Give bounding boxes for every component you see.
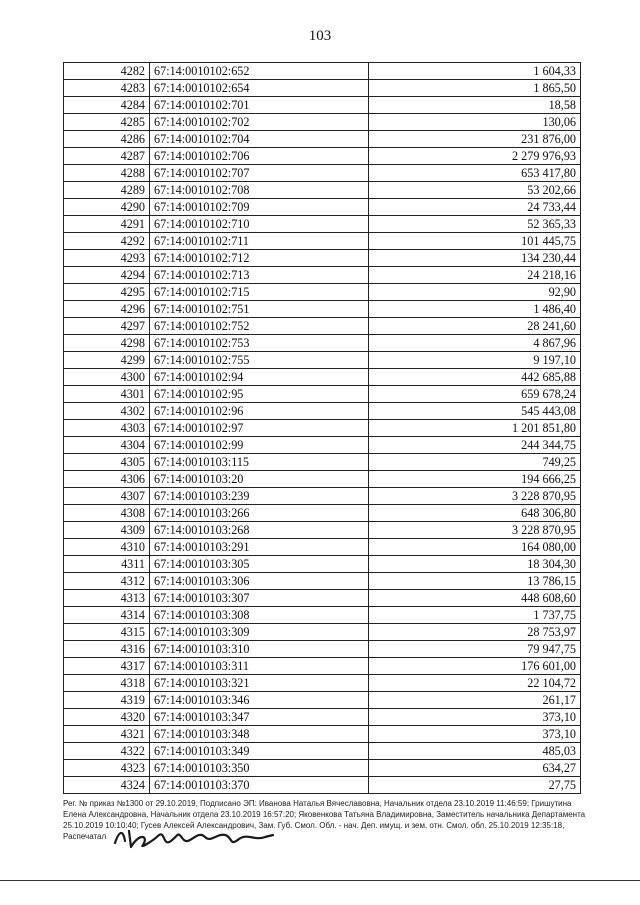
table-row	[64, 675, 581, 692]
cadastral-number: 67:14:0010103:350	[150, 760, 369, 777]
table-row	[64, 182, 581, 199]
row-number: 4321	[64, 726, 150, 743]
table-row	[64, 505, 581, 522]
cadastral-value: 1 201 851,80	[369, 420, 581, 437]
cadastral-value: 130,06	[369, 114, 581, 131]
table-row	[64, 386, 581, 403]
row-number: 4315	[64, 624, 150, 641]
table-row	[64, 63, 581, 80]
row-number: 4306	[64, 471, 150, 488]
cadastral-value: 9 197,10	[369, 352, 581, 369]
cadastral-number: 67:14:0010102:704	[150, 131, 369, 148]
cadastral-value: 1 604,33	[369, 63, 581, 80]
cadastral-number: 67:14:0010102:713	[150, 267, 369, 284]
cadastral-number: 67:14:0010102:94	[150, 369, 369, 386]
signature-footer	[63, 798, 588, 847]
table-row	[64, 80, 581, 97]
row-number: 4305	[64, 454, 150, 471]
cadastral-value: 545 443,08	[369, 403, 581, 420]
row-number: 4286	[64, 131, 150, 148]
row-number: 4288	[64, 165, 150, 182]
cadastral-value: 22 104,72	[369, 675, 581, 692]
row-number: 4316	[64, 641, 150, 658]
cadastral-number: 67:14:0010102:753	[150, 335, 369, 352]
row-number: 4299	[64, 352, 150, 369]
cadastral-value: 176 601,00	[369, 658, 581, 675]
printed-label: Распечатал	[63, 832, 107, 841]
cadastral-value: 659 678,24	[369, 386, 581, 403]
row-number: 4313	[64, 590, 150, 607]
table-row	[64, 114, 581, 131]
table-row	[64, 777, 581, 794]
cadastral-value: 2 279 976,93	[369, 148, 581, 165]
cadastral-number: 67:14:0010102:708	[150, 182, 369, 199]
cadastral-value: 18 304,30	[369, 556, 581, 573]
table-row	[64, 301, 581, 318]
cadastral-value: 53 202,66	[369, 182, 581, 199]
cadastral-number: 67:14:0010103:321	[150, 675, 369, 692]
table-row	[64, 743, 581, 760]
row-number: 4292	[64, 233, 150, 250]
cadastral-value: 1 737,75	[369, 607, 581, 624]
table-row	[64, 726, 581, 743]
cadastral-number: 67:14:0010102:654	[150, 80, 369, 97]
cadastral-number: 67:14:0010103:291	[150, 539, 369, 556]
table-row	[64, 641, 581, 658]
table-row	[64, 488, 581, 505]
cadastral-number: 67:14:0010103:307	[150, 590, 369, 607]
row-number: 4291	[64, 216, 150, 233]
table-row	[64, 420, 581, 437]
table-row	[64, 607, 581, 624]
row-number: 4322	[64, 743, 150, 760]
cadastral-number: 67:14:0010102:751	[150, 301, 369, 318]
cadastral-number: 67:14:0010103:346	[150, 692, 369, 709]
row-number: 4309	[64, 522, 150, 539]
table-row	[64, 148, 581, 165]
cadastral-number: 67:14:0010102:97	[150, 420, 369, 437]
cadastral-value: 24 218,16	[369, 267, 581, 284]
row-number: 4308	[64, 505, 150, 522]
table-row	[64, 352, 581, 369]
table-row	[64, 437, 581, 454]
row-number: 4284	[64, 97, 150, 114]
cadastral-value: 79 947,75	[369, 641, 581, 658]
row-number: 4310	[64, 539, 150, 556]
row-number: 4307	[64, 488, 150, 505]
cadastral-value: 261,17	[369, 692, 581, 709]
cadastral-number: 67:14:0010102:99	[150, 437, 369, 454]
table-row	[64, 760, 581, 777]
row-number: 4320	[64, 709, 150, 726]
row-number: 4295	[64, 284, 150, 301]
cadastral-value: 134 230,44	[369, 250, 581, 267]
table-row	[64, 624, 581, 641]
cadastral-number: 67:14:0010103:347	[150, 709, 369, 726]
table-row	[64, 284, 581, 301]
cadastral-value: 24 733,44	[369, 199, 581, 216]
cadastral-value: 3 228 870,95	[369, 488, 581, 505]
cadastral-value: 1 486,40	[369, 301, 581, 318]
table-row	[64, 471, 581, 488]
table-row	[64, 403, 581, 420]
row-number: 4289	[64, 182, 150, 199]
handwritten-signature	[109, 823, 279, 851]
cadastral-number: 67:14:0010102:95	[150, 386, 369, 403]
cadastral-number: 67:14:0010103:20	[150, 471, 369, 488]
registry-table	[63, 62, 581, 794]
cadastral-value: 653 417,80	[369, 165, 581, 182]
row-number: 4311	[64, 556, 150, 573]
printed-row	[63, 831, 588, 847]
cadastral-value: 648 306,80	[369, 505, 581, 522]
cadastral-number: 67:14:0010102:710	[150, 216, 369, 233]
table-row	[64, 250, 581, 267]
cadastral-value: 92,90	[369, 284, 581, 301]
cadastral-value: 244 344,75	[369, 437, 581, 454]
cadastral-number: 67:14:0010103:348	[150, 726, 369, 743]
cadastral-value: 373,10	[369, 726, 581, 743]
table-row	[64, 233, 581, 250]
cadastral-number: 67:14:0010102:702	[150, 114, 369, 131]
table-row	[64, 658, 581, 675]
cadastral-value: 18,58	[369, 97, 581, 114]
bottom-rule	[0, 880, 640, 881]
registration-text: Рег. № приказ №1300 от 29.10.2019, Подписано ЭП: Иванова Наталья Вячеславовна, Начальник отдела 23.10.2019 11:46:59; Гришутина Елена Александровна, Начальник отдела 23.10.2019 16:57:20; Яковенкова Татьяна Владимировна, Заместитель начальника Департамента 25.10.2019 10:10:40; Гусев Алексей Александрович, Зам. Губ. Смол. Обл. - нач. Деп. имущ. и зем. отн. Смол. обл. 25.10.2019 12:35:18,	[63, 799, 586, 830]
table-row	[64, 590, 581, 607]
cadastral-value: 13 786,15	[369, 573, 581, 590]
cadastral-number: 67:14:0010102:707	[150, 165, 369, 182]
cadastral-value: 52 365,33	[369, 216, 581, 233]
cadastral-value: 749,25	[369, 454, 581, 471]
cadastral-value: 27,75	[369, 777, 581, 794]
cadastral-number: 67:14:0010103:266	[150, 505, 369, 522]
row-number: 4293	[64, 250, 150, 267]
registry-table-body	[64, 63, 581, 794]
cadastral-number: 67:14:0010103:310	[150, 641, 369, 658]
cadastral-value: 28 241,60	[369, 318, 581, 335]
row-number: 4302	[64, 403, 150, 420]
row-number: 4290	[64, 199, 150, 216]
cadastral-number: 67:14:0010103:311	[150, 658, 369, 675]
table-row	[64, 692, 581, 709]
row-number: 4294	[64, 267, 150, 284]
row-number: 4318	[64, 675, 150, 692]
cadastral-value: 373,10	[369, 709, 581, 726]
cadastral-number: 67:14:0010102:709	[150, 199, 369, 216]
page-number: 103	[308, 28, 332, 44]
row-number: 4312	[64, 573, 150, 590]
table-row	[64, 131, 581, 148]
row-number: 4282	[64, 63, 150, 80]
table-row	[64, 335, 581, 352]
row-number: 4317	[64, 658, 150, 675]
cadastral-number: 67:14:0010103:239	[150, 488, 369, 505]
cadastral-number: 67:14:0010103:305	[150, 556, 369, 573]
cadastral-number: 67:14:0010102:712	[150, 250, 369, 267]
cadastral-number: 67:14:0010103:370	[150, 777, 369, 794]
row-number: 4319	[64, 692, 150, 709]
row-number: 4314	[64, 607, 150, 624]
row-number: 4303	[64, 420, 150, 437]
cadastral-value: 3 228 870,95	[369, 522, 581, 539]
cadastral-number: 67:14:0010103:308	[150, 607, 369, 624]
table-row	[64, 522, 581, 539]
cadastral-number: 67:14:0010103:115	[150, 454, 369, 471]
table-row	[64, 556, 581, 573]
cadastral-value: 634,27	[369, 760, 581, 777]
table-row	[64, 709, 581, 726]
row-number: 4323	[64, 760, 150, 777]
cadastral-number: 67:14:0010102:96	[150, 403, 369, 420]
cadastral-value: 231 876,00	[369, 131, 581, 148]
row-number: 4285	[64, 114, 150, 131]
cadastral-value: 485,03	[369, 743, 581, 760]
row-number: 4283	[64, 80, 150, 97]
cadastral-number: 67:14:0010102:652	[150, 63, 369, 80]
row-number: 4300	[64, 369, 150, 386]
cadastral-number: 67:14:0010102:752	[150, 318, 369, 335]
cadastral-number: 67:14:0010103:309	[150, 624, 369, 641]
cadastral-value: 448 608,60	[369, 590, 581, 607]
cadastral-number: 67:14:0010102:711	[150, 233, 369, 250]
cadastral-value: 1 865,50	[369, 80, 581, 97]
row-number: 4297	[64, 318, 150, 335]
row-number: 4304	[64, 437, 150, 454]
row-number: 4301	[64, 386, 150, 403]
cadastral-value: 164 080,00	[369, 539, 581, 556]
table-row	[64, 369, 581, 386]
cadastral-number: 67:14:0010103:306	[150, 573, 369, 590]
table-row	[64, 267, 581, 284]
row-number: 4324	[64, 777, 150, 794]
cadastral-number: 67:14:0010103:349	[150, 743, 369, 760]
row-number: 4298	[64, 335, 150, 352]
cadastral-value: 442 685,88	[369, 369, 581, 386]
table-row	[64, 165, 581, 182]
cadastral-number: 67:14:0010102:701	[150, 97, 369, 114]
table-row	[64, 97, 581, 114]
cadastral-value: 194 666,25	[369, 471, 581, 488]
cadastral-number: 67:14:0010102:706	[150, 148, 369, 165]
table-row	[64, 454, 581, 471]
table-row	[64, 573, 581, 590]
cadastral-number: 67:14:0010102:755	[150, 352, 369, 369]
row-number: 4287	[64, 148, 150, 165]
cadastral-number: 67:14:0010103:268	[150, 522, 369, 539]
table-row	[64, 199, 581, 216]
table-row	[64, 216, 581, 233]
cadastral-value: 4 867,96	[369, 335, 581, 352]
cadastral-value: 101 445,75	[369, 233, 581, 250]
cadastral-number: 67:14:0010102:715	[150, 284, 369, 301]
table-row	[64, 318, 581, 335]
table-row	[64, 539, 581, 556]
row-number: 4296	[64, 301, 150, 318]
cadastral-value: 28 753,97	[369, 624, 581, 641]
